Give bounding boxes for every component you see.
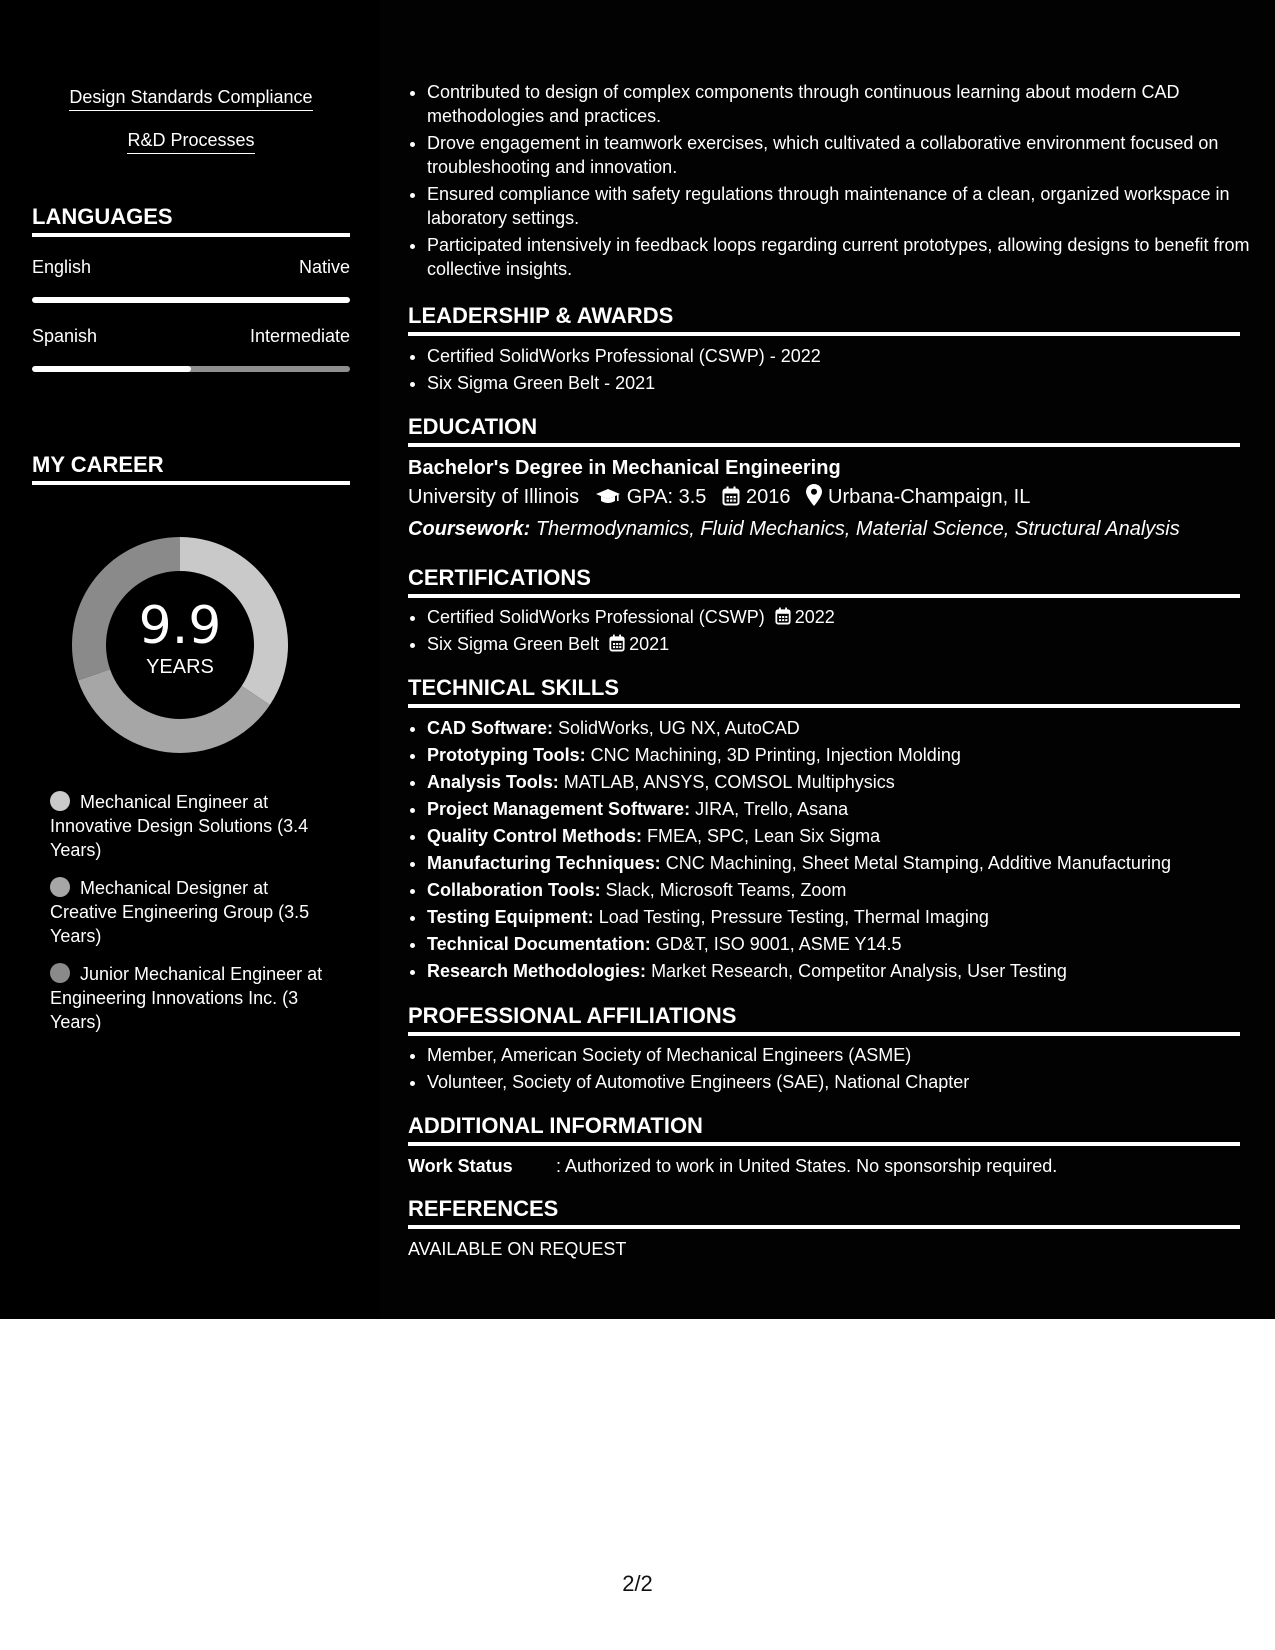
page-number: 2/2 [622,1571,653,1596]
skill-values: MATLAB, ANSYS, COMSOL Multiphysics [563,772,895,792]
coursework-list: Thermodynamics, Fluid Mechanics, Material Science, Structural Analysis [535,518,1180,540]
certification-year: 2021 [629,634,670,654]
work-status-value: : Authorized to work in United States. No sponsorship required. [556,1156,1058,1176]
languages-heading: LANGUAGES [32,204,350,237]
education-heading: EDUCATION [408,414,1240,447]
leadership-item: • Certified SolidWorks Professional (CSWP) - 2022 [427,344,1259,368]
affiliation-item: • Volunteer, Society of Automotive Engineers (SAE), National Chapter [427,1070,1259,1094]
affiliation-item: • Member, American Society of Mechanical Engineers (ASME) [427,1043,1259,1067]
education-year: 2016 [745,486,791,508]
leadership-item: • Six Sigma Green Belt - 2021 [427,371,1259,395]
language-name: Spanish [32,326,98,346]
career-legend-dot [50,963,70,983]
experience-bullet: • Ensured compliance with safety regulations through maintenance of a clean, organized workspace in laboratory settings. [427,182,1259,230]
certifications-list [408,605,1259,659]
language-level: Native [298,257,350,277]
additional-info-heading: ADDITIONAL INFORMATION [408,1113,1240,1146]
experience-bullet: • Drove engagement in teamwork exercises, which cultivated a collaborative environment focused on troubleshooting and innovation. [427,131,1259,179]
education-gpa: GPA: 3.5 [626,486,707,508]
language-proficiency-fill [32,297,350,303]
skill-item [32,86,350,111]
skill-category: CAD Software: [427,718,554,738]
references-heading: REFERENCES [408,1196,1240,1229]
career-entry [50,790,330,862]
education-school: University of Illinois [408,486,580,508]
education-meta [408,484,1030,510]
leadership-list [408,344,1259,398]
skill-label: R&D Processes [127,129,254,154]
certification-name: Six Sigma Green Belt [427,634,600,654]
career-donut-segment [78,669,270,753]
skill-values: SolidWorks, UG NX, AutoCAD [558,718,800,738]
education-degree: Bachelor's Degree in Mechanical Engineering [408,457,841,479]
career-entry [50,876,330,948]
skill-values: Load Testing, Pressure Testing, Thermal Imaging [598,907,989,927]
work-status-label: Work Status [408,1156,513,1176]
language-proficiency-bar [32,366,350,372]
experience-bullet: • Participated intensively in feedback loops regarding current prototypes, allowing designs to benefit from collective insights. [427,233,1259,281]
skill-category: Project Management Software: [427,799,691,819]
certification-year: 2022 [794,607,835,627]
technical-skill-item [427,905,1259,929]
technical-skill-item [427,824,1259,848]
skill-category: Testing Equipment: [427,907,594,927]
coursework-label: Coursework: [408,518,531,540]
language-proficiency-fill [32,366,191,372]
technical-skill-item [427,851,1259,875]
technical-skill-item [427,797,1259,821]
career-entry [50,962,330,1034]
career-entry-text: Junior Mechanical Engineer at Engineering Innovations Inc. (3 Years) [50,964,323,1032]
language-level: Intermediate [249,326,350,346]
technical-skill-item [427,878,1259,902]
career-entry-text: Mechanical Engineer at Innovative Design Solutions (3.4 Years) [50,792,309,860]
certification-item [427,605,1259,629]
skill-item [32,129,350,154]
skill-values: FMEA, SPC, Lean Six Sigma [647,826,881,846]
skill-values: CNC Machining, 3D Printing, Injection Molding [590,745,961,765]
affiliations-list [408,1043,1259,1097]
skill-values: Slack, Microsoft Teams, Zoom [605,880,847,900]
skill-category: Technical Documentation: [427,934,651,954]
language-proficiency-bar [32,297,350,303]
language-name: English [32,257,92,277]
skill-category: Collaboration Tools: [427,880,601,900]
education-location: Urbana-Champaign, IL [828,486,1031,508]
technical-skill-item [427,716,1259,740]
certification-item [427,632,1259,656]
location-pin-icon [806,484,822,506]
career-total-value: 9.9 [138,596,222,656]
career-legend-dot [50,877,70,897]
references-text: AVAILABLE ON REQUEST [408,1239,627,1259]
education-coursework [408,516,1180,542]
skill-category: Manufacturing Techniques: [427,853,661,873]
skill-values: GD&T, ISO 9001, ASME Y14.5 [655,934,902,954]
skill-category: Prototyping Tools: [427,745,586,765]
experience-bullet-list [408,80,1259,284]
calendar-icon [775,607,791,625]
technical-skill-item [427,932,1259,956]
career-heading: MY CAREER [32,452,350,485]
skill-category: Analysis Tools: [427,772,559,792]
technical-skill-item [427,959,1259,983]
skill-values: Market Research, Competitor Analysis, User Testing [651,961,1067,981]
technical-skills-heading: TECHNICAL SKILLS [408,675,1240,708]
leadership-heading: LEADERSHIP & AWARDS [408,303,1240,336]
skill-category: Quality Control Methods: [427,826,642,846]
graduation-cap-icon [595,488,621,506]
skill-values: JIRA, Trello, Asana [695,799,849,819]
calendar-icon [722,486,740,506]
career-legend-dot [50,791,70,811]
calendar-icon [609,634,625,652]
skill-values: CNC Machining, Sheet Metal Stamping, Additive Manufacturing [665,853,1171,873]
certifications-heading: CERTIFICATIONS [408,565,1240,598]
affiliations-heading: PROFESSIONAL AFFILIATIONS [408,1003,1240,1036]
career-total-unit: YEARS [146,656,214,678]
skill-category: Research Methodologies: [427,961,647,981]
skill-label: Design Standards Compliance [69,86,312,111]
career-entry-text: Mechanical Designer at Creative Engineering Group (3.5 Years) [50,878,310,946]
experience-bullet: • Contributed to design of complex components through continuous learning about modern CAD methodologies and practices. [427,80,1259,128]
technical-skills-list [408,716,1259,986]
career-total [62,597,298,679]
technical-skill-item [427,743,1259,767]
technical-skill-item [427,770,1259,794]
certification-name: Certified SolidWorks Professional (CSWP) [427,607,765,627]
